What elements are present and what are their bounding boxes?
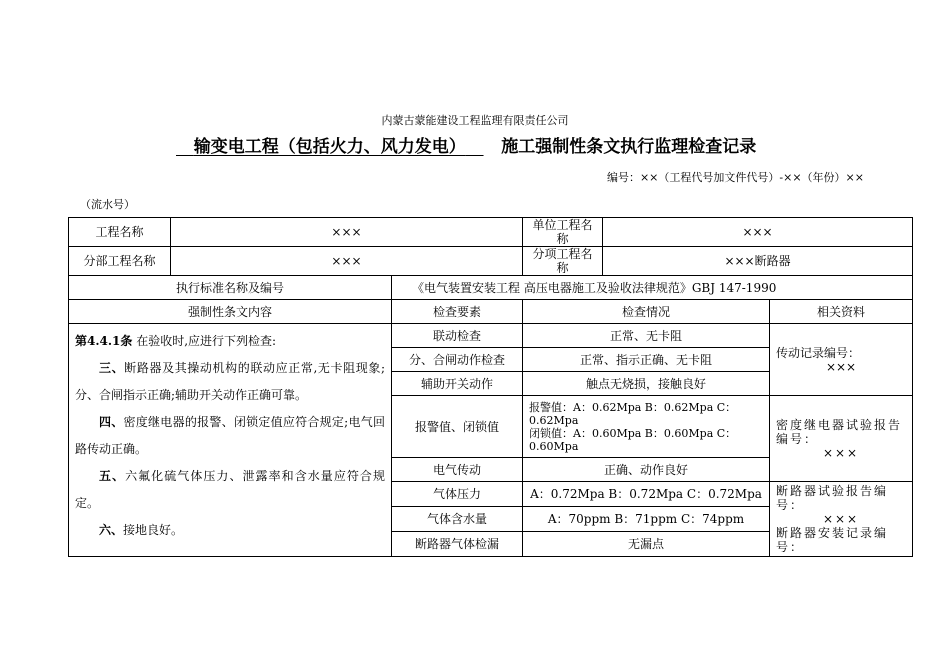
inspection-record-table — [68, 217, 913, 557]
clause-item-3: 断路器及其操动机构的联动应正常,无卡阻现象;分、合闸指示正确;辅助开关动作正确可靠。 — [75, 361, 385, 402]
division-project-label: 分部工程名称 — [69, 247, 171, 276]
unit-project-label: 单位工程名称 — [523, 218, 603, 247]
header-docs: 相关资料 — [770, 300, 913, 324]
check-status-alarm-lock — [523, 396, 770, 458]
check-status: 正常、指示正确、无卡阻 — [523, 348, 770, 372]
serial-number: （流水号） — [80, 198, 135, 211]
check-status: 正常、无卡阻 — [523, 324, 770, 348]
subitem-project-label: 分项工程名称 — [523, 247, 603, 276]
project-name-value: ××× — [171, 218, 523, 247]
standard-label: 执行标准名称及编号 — [69, 276, 392, 300]
check-status: A：70ppm B：71ppm C：74ppm — [523, 507, 770, 532]
clause-content: 第4.4.1条 在验收时,应进行下列检查: 三、断路器及其操动机构的联动应正常,无卡阻现象;分、合闸指示正确;辅助开关动作正确可靠。 四、密度继电器的报警、闭锁定值应符合规定;电气回路传动正确。 五、六氟化硫气体压力、泄露率和含水量应符合规定。 六、接地良好。 — [69, 324, 392, 557]
row-standard — [69, 276, 913, 300]
check-item: 气体含水量 — [392, 507, 523, 532]
lock-values: 闭锁值：A：0.60Mpa B：0.60Mpa C：0.60Mpa — [529, 426, 737, 453]
check-status: 触点无烧损，接触良好 — [523, 372, 770, 396]
title-project-type: 输变电工程（包括火力、风力发电） — [193, 137, 466, 157]
check-item: 分、合闸动作检查 — [392, 348, 523, 372]
check-item: 断路器气体检漏 — [392, 532, 523, 557]
standard-value: 《电气装置安装工程 高压电器施工及验收法律规范》GBJ 147-1990 — [392, 276, 913, 300]
title-record-name: 施工强制性条文执行监理检查记录 — [501, 137, 757, 157]
row-division — [69, 247, 913, 276]
header-content: 强制性条文内容 — [69, 300, 392, 324]
alarm-values: 报警值：A：0.62Mpa B：0.62Mpa C：0.62Mpa — [529, 400, 737, 427]
check-status: A：0.72Mpa B：0.72Mpa C：0.72Mpa — [523, 482, 770, 507]
check-status: 正确、动作良好 — [523, 458, 770, 482]
clause-intro: 在验收时,应进行下列检查: — [136, 334, 277, 348]
check-row — [69, 324, 913, 348]
clause-item-6: 接地良好。 — [123, 523, 184, 537]
row-project — [69, 218, 913, 247]
header-essentials: 检查要素 — [392, 300, 523, 324]
row-column-headers — [69, 300, 913, 324]
clause-item-4: 密度继电器的报警、闭锁定值应符合规定;电气回路传动正确。 — [75, 415, 385, 456]
company-name: 内蒙古蒙能建设工程监理有限责任公司 — [381, 114, 569, 127]
page-title — [176, 132, 756, 157]
check-item: 辅助开关动作 — [392, 372, 523, 396]
check-item: 联动检查 — [392, 324, 523, 348]
clause-item-5: 六氟化硫气体压力、泄露率和含水量应符合规定。 — [75, 469, 385, 510]
clause-number: 第4.4.1条 — [75, 334, 133, 348]
document-number: 编号：××（工程代号加文件代号）-××（年份）×× — [606, 171, 864, 184]
check-item: 报警值、闭锁值 — [392, 396, 523, 458]
header-status: 检查情况 — [523, 300, 770, 324]
unit-project-value: ××× — [603, 218, 913, 247]
ref-density-relay-report: 密度继电器试验报告编号： ××× — [770, 396, 913, 482]
check-item: 电气传动 — [392, 458, 523, 482]
ref-breaker-reports: 断路器试验报告编号： ××× 断路器安装记录编号： — [770, 482, 913, 557]
division-project-value: ××× — [171, 247, 523, 276]
project-name-label: 工程名称 — [69, 218, 171, 247]
check-status: 无漏点 — [523, 532, 770, 557]
check-item: 气体压力 — [392, 482, 523, 507]
subitem-project-value: ×××断路器 — [603, 247, 913, 276]
ref-transmission-record: 传动记录编号： ××× — [770, 324, 913, 396]
